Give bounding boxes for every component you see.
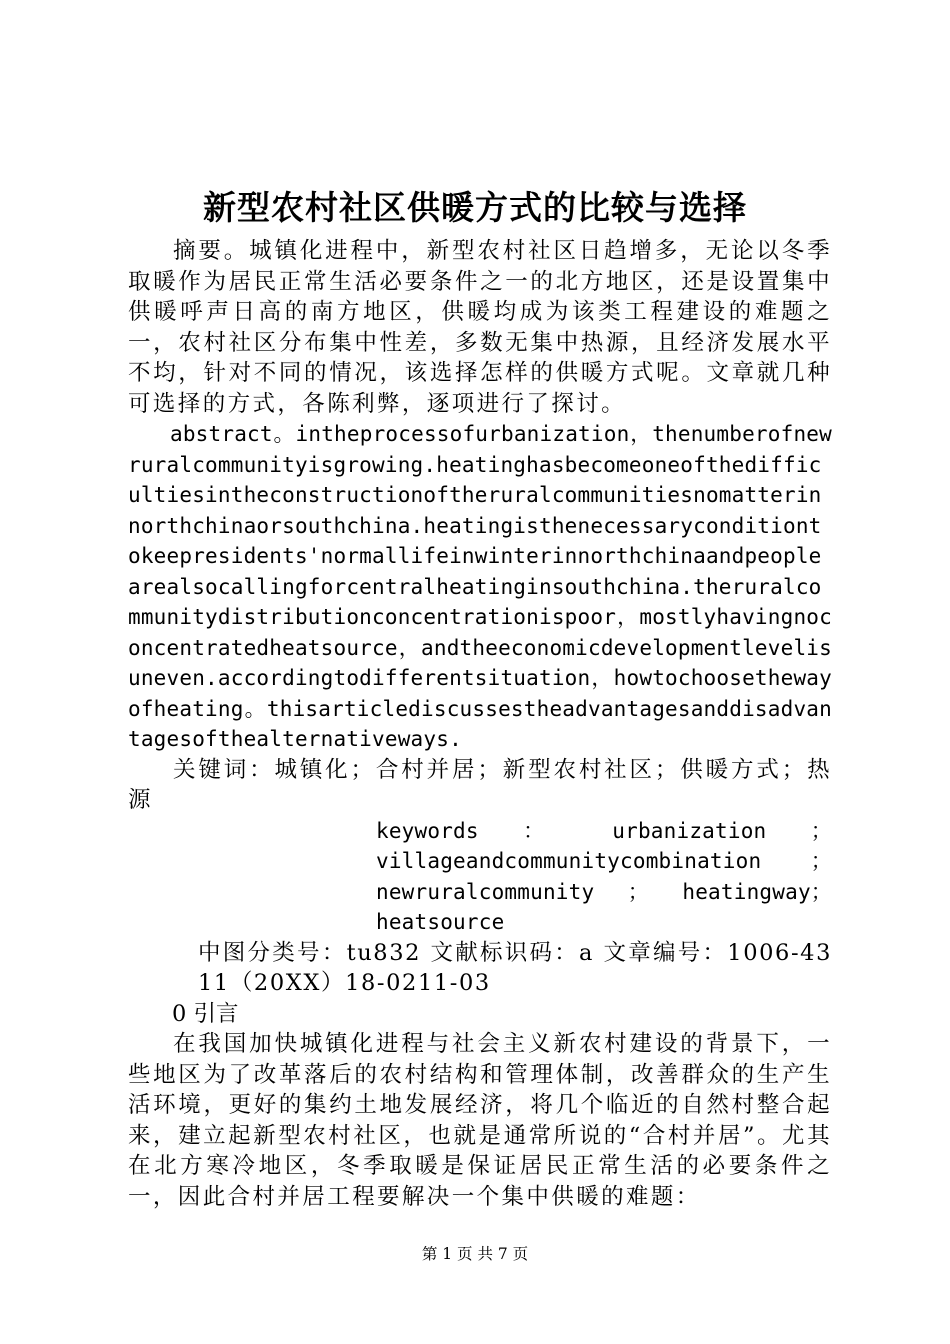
- keywords-english: keywords ： urbanization ； villageandcommunitycombination ； newruralcommunity ； heatingway；heatsource: [376, 818, 832, 934]
- abstract-chinese: 摘要。城镇化进程中，新型农村社区日趋增多，无论以冬季取暖作为居民正常生活必要条件之一的北方地区，还是设置集中供暖呼声日高的南方地区，供暖均成为该类工程建设的难题之一，农村社区分布集中性差，多数无集中热源，且经济发展水平不均，针对不同的情况，该选择怎样的供暖方式呢。文章就几种可选择的方式，各陈利弊，逐项进行了探讨。: [128, 238, 832, 417]
- page-footer: 第 1 页 共 7 页: [421, 1245, 529, 1263]
- section-heading: 0 引言: [172, 1000, 239, 1027]
- document-title: 新型农村社区供暖方式的比较与选择: [203, 188, 747, 227]
- keywords-chinese: 关键词：城镇化；合村并居；新型农村社区；供暖方式；热源: [128, 756, 832, 813]
- abstract-english: abstract。intheprocessofurbanization，thenumberofnewruralcommunityisgrowing.heatinghasbecomeoneofthedifficultiesintheconstructionoftheruralcommunitiesnomatterinnorthchinaorsouthchina.heatingisthenecessaryconditiontokeepresidents'normallifeinwinterinnorthchinaandpeoplearealsocallingforcentralheatinginsouthchina.theruralcommunitydistributionconcentrationispoor，mostlyhavingnoconcentratedheatsource，andtheeconomicdevelopmentlevelisuneven.accordingtodifferentsituation，howtochoosethewayofheating。thisarticlediscussestheadvantagesanddisadvantagesofthealternativeways.: [128, 422, 832, 751]
- document-body: [128, 236, 832, 1212]
- intro-paragraph: 在我国加快城镇化进程与社会主义新农村建设的背景下，一些地区为了改革落后的农村结构和管理体制，改善群众的生产生活环境，更好的集约土地发展经济，将几个临近的自然村整合起来，建立起新型农村社区，也就是通常所说的“合村并居”。尤其在北方寒冷地区，冬季取暖是保证居民正常生活的必要条件之一，因此合村并居工程要解决一个集中供暖的难题：: [128, 1031, 832, 1210]
- classification-info: 中图分类号：tu832 文献标识码：a 文章编号：1006-4311（20XX）18-0211-03: [198, 939, 832, 996]
